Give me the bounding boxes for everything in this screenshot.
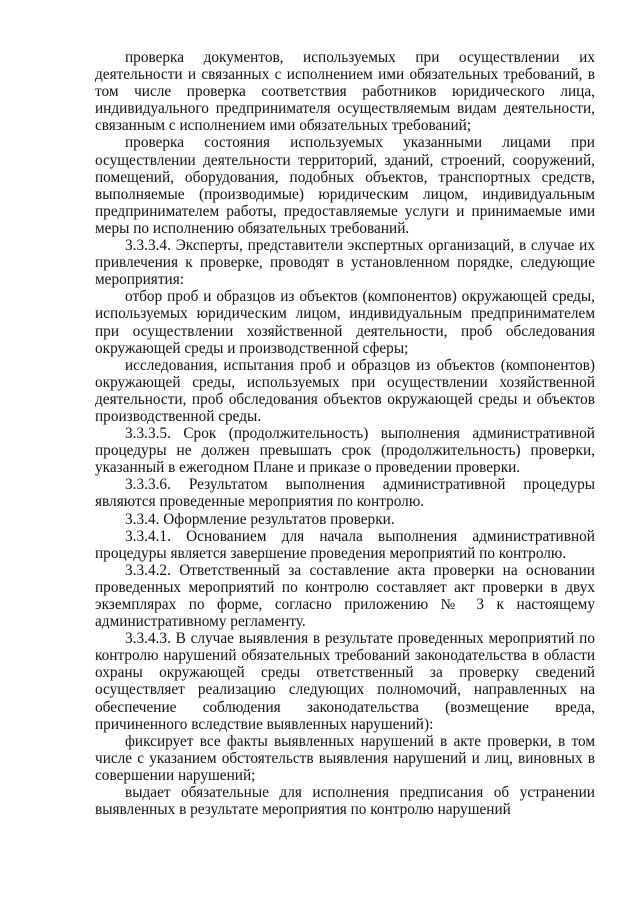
paragraph-territory-check: проверка состояния используемых указанными лицами при осуществлении деятельности территорий, зданий, строений, сооружений, помещений, оборудования, подобных объектов, транспортных средств, выполняемые (производимые) юридическим лицом, индивидуальным предпринимателем работы, предоставляемые услуги и принимаемые ими меры по исполнению обязательных требований. bbox=[95, 134, 595, 237]
paragraph-fixes-violations: фиксирует все факты выявленных нарушений в акте проверки, в том числе с указанием обстоятельств выявления нарушений и лиц, виновных в совершении нарушений; bbox=[95, 732, 595, 784]
paragraph-testing: исследования, испытания проб и образцов из объектов (компонентов) окружающей среды, используемых при осуществлении хозяйственной деятельности, проб обследования объектов окружающей среды и объектов производственной среды. bbox=[95, 356, 595, 425]
document-page bbox=[95, 49, 595, 818]
paragraph-sampling: отбор проб и образцов из объектов (компонентов) окружающей среды, используемых юридическим лицом, индивидуальным предпринимателем при осуществлении хозяйственной деятельности, проб обследования окружающей среды и производственной сферы; bbox=[95, 288, 595, 357]
paragraph-3-3-3-6: 3.3.3.6. Результатом выполнения административной процедуры являются проведенные мероприятия по контролю. bbox=[95, 476, 595, 511]
paragraph-3-3-4-3: 3.3.4.3. В случае выявления в результате проведенных мероприятий по контролю нарушений обязательных требований законодательства в области охраны окружающей среды ответственный за проверку сведений осуществляет реализацию следующих полномочий, направленных на обеспечение соблюдения законодательства (возмещение вреда, причиненного вследствие выявленных нарушений): bbox=[95, 630, 595, 733]
paragraph-document-check: проверка документов, используемых при осуществлении их деятельности и связанных с исполнением ими обязательных требований, в том числе проверка соответствия работников юридического лица, индивидуального предпринимателя осуществляемым видам деятельности, связанным с исполнением ими обязательных требований; bbox=[95, 49, 595, 135]
paragraph-3-3-4: 3.3.4. Оформление результатов проверки. bbox=[125, 510, 395, 528]
paragraph-3-3-4-1: 3.3.4.1. Основанием для начала выполнения административной процедуры является завершение проведения мероприятий по контролю. bbox=[95, 527, 595, 562]
paragraph-3-3-3-5: 3.3.3.5. Срок (продолжительность) выполнения административной процедуры не должен превышать срок (продолжительность) проверки, указанный в ежегодном Плане и приказе о проведении проверки. bbox=[95, 425, 595, 477]
paragraph-issues-orders: выдает обязательные для исполнения предписания об устранении выявленных в результате мероприятия по контролю нарушений bbox=[95, 784, 595, 819]
paragraph-3-3-4-2: 3.3.4.2. Ответственный за составление акта проверки на основании проведенных мероприятий по контролю составляет акт проверки в двух экземплярах по форме, согласно приложению № 3 к настоящему административному регламенту. bbox=[95, 561, 595, 631]
paragraph-3-3-3-4: 3.3.3.4. Эксперты, представители экспертных организаций, в случае их привлечения к проверке, проводят в установленном порядке, следующие мероприятия: bbox=[95, 237, 595, 289]
